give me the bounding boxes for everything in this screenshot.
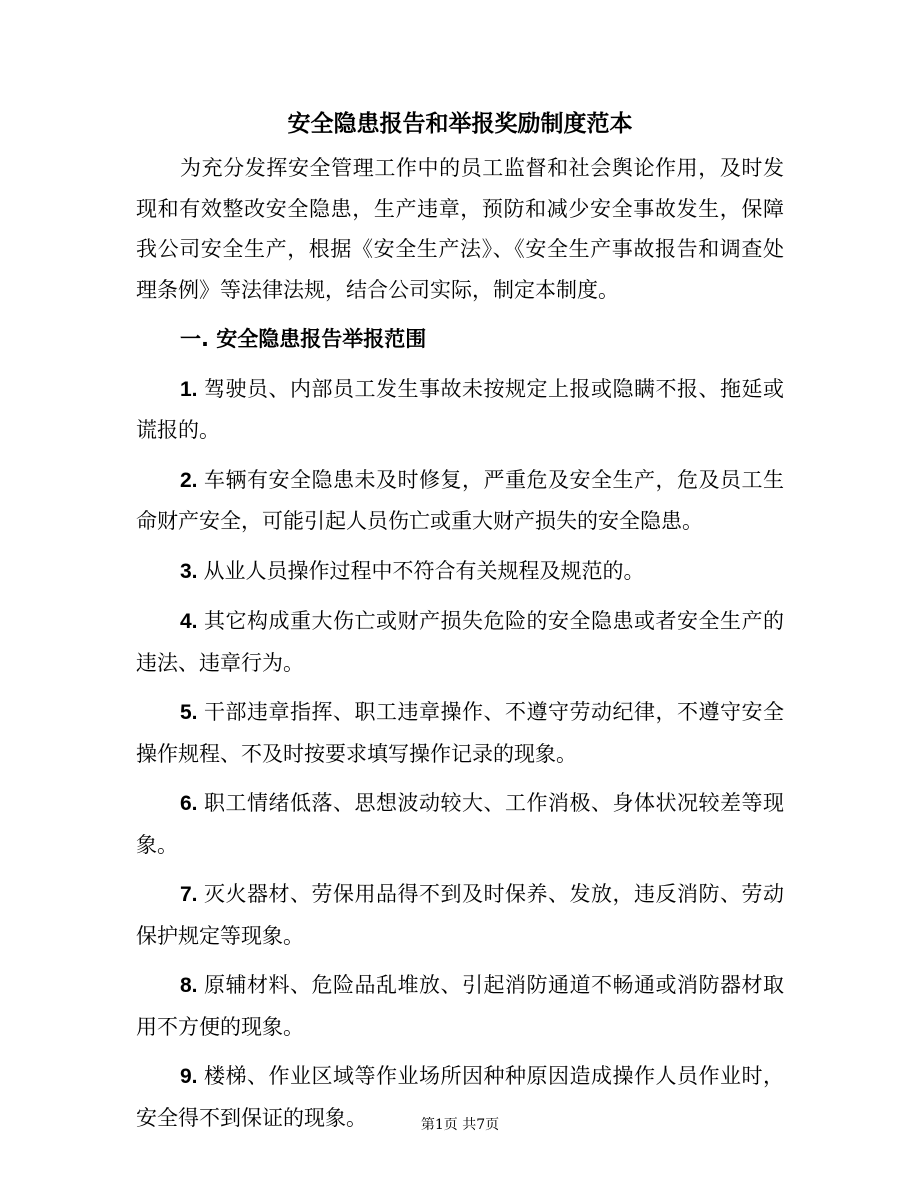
list-item [136,965,784,1047]
item-number: 7. [180,883,198,906]
item-text: 从业人员操作过程中不符合有关规程及规范的。 [203,558,645,583]
item-number: 2. [180,468,198,492]
item-text: 其它构成重大伤亡或财产损失危险的安全隐患或者安全生产的违法、违章行为。 [136,609,784,675]
document-body [136,148,784,1138]
list-item [136,551,784,593]
item-text: 驾驶员、内部员工发生事故未按规定上报或隐瞒不报、拖延或谎报的。 [136,376,784,442]
page-number: 第1页 共7页 [420,1117,500,1133]
intro-paragraph: 为充分发挥安全管理工作中的员工监督和社会舆论作用，及时发现和有效整改安全隐患，生产违章，预防和减少安全事故发生，保障我公司安全生产，根据《安全生产法》、《安全生产事故报告和调查处理条例》等法律法规，结合公司实际，制定本制度。 [136,156,784,302]
item-number: 9. [180,1065,198,1088]
list-item [136,692,784,774]
list-item [136,460,784,542]
item-text: 职工情绪低落、思想波动较大、工作消极、身体状况较差等现象。 [136,791,784,857]
item-text: 车辆有安全隐患未及时修复，严重危及安全生产，危及员工生命财产安全，可能引起人员伤亡或重大财产损失的安全隐患。 [136,467,784,533]
section-heading: 一. 安全隐患报告举报范围 [180,327,427,351]
item-number: 5. [180,701,198,724]
item-text: 灭火器材、劳保用品得不到及时保养、发放，违反消防、劳动保护规定等现象。 [136,882,784,948]
list-item [136,783,784,865]
item-number: 3. [180,559,198,583]
list-item [136,369,784,451]
item-number: 4. [180,610,198,633]
page-footer [0,1115,920,1135]
list-item [136,874,784,956]
item-number: 8. [180,974,198,997]
list-item [136,601,784,683]
document-title: 安全隐患报告和举报奖励制度范本 [287,111,633,137]
item-text: 原辅材料、危险品乱堆放、引起消防通道不畅通或消防器材取用不方便的现象。 [136,973,784,1039]
item-number: 6. [180,792,198,815]
item-text: 干部违章指挥、职工违章操作、不遵守劳动纪律，不遵守安全操作规程、不及时按要求填写操作记录的现象。 [136,700,784,766]
item-text: 楼梯、作业区域等作业场所因种种原因造成操作人员作业时，安全得不到保证的现象。 [136,1064,784,1130]
item-number: 1. [180,377,198,401]
